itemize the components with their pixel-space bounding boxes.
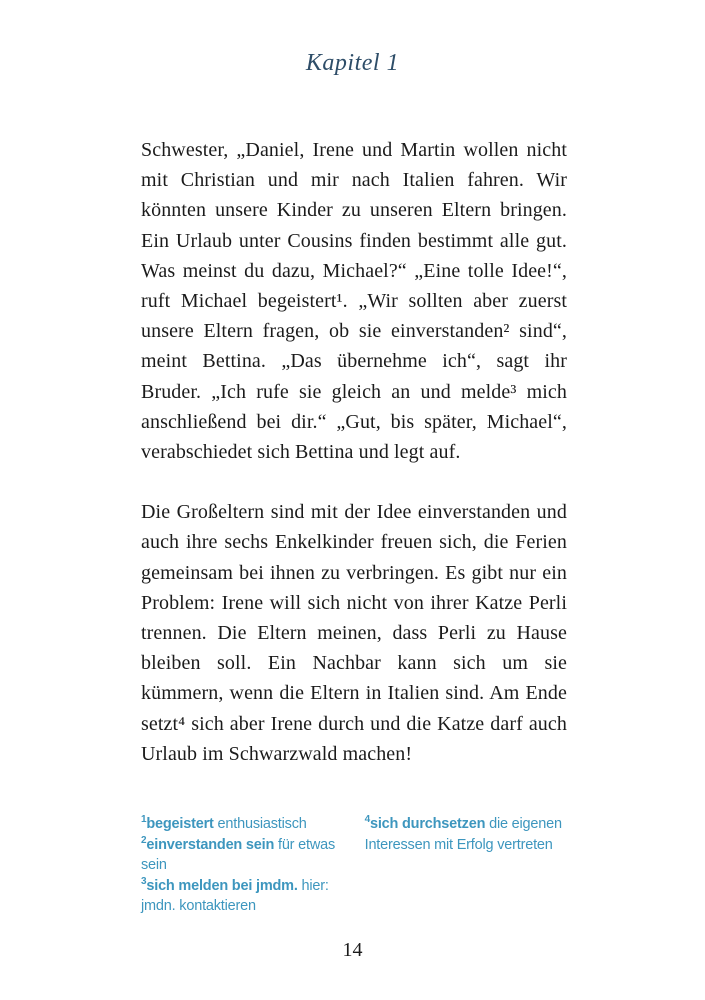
footnote-entry-3 bbox=[141, 876, 365, 917]
footnote-definition: hier: jmdn. kontaktieren bbox=[141, 877, 329, 914]
footnote-definition: für etwas sein bbox=[141, 836, 336, 873]
body-text-block bbox=[141, 135, 567, 799]
footnotes-section bbox=[141, 814, 567, 917]
footnote-number: 3 bbox=[141, 875, 147, 887]
footnote-term: einverstanden sein bbox=[146, 836, 275, 853]
chapter-title: Kapitel 1 bbox=[305, 50, 400, 76]
footnote-term: sich melden bei jmdm. bbox=[146, 877, 298, 894]
body-paragraph-2: Die Großeltern sind mit der Idee einverstanden und auch ihre sechs Enkelkinder freuen sich, die Ferien gemeinsam bei ihnen zu verbringen. Es gibt nur ein Problem: Irene will sich nicht von ihrer Katze Perli trennen. Die Eltern meinen, dass Perli zu Hause bleiben soll. Ein Nachbar kann sich um sie kümmern, wenn die Eltern in Italien sind. Am Ende setzt⁴ sich aber Irene durch und die Katze darf auch Urlaub im Schwarzwald machen! bbox=[141, 501, 567, 765]
footnote-entry-4 bbox=[365, 814, 567, 855]
footnote-term: begeistert bbox=[146, 816, 214, 832]
footnotes-column-right bbox=[365, 814, 567, 917]
footnote-entry-2 bbox=[141, 835, 365, 876]
page-number: 14 bbox=[342, 939, 363, 961]
footnote-definition: die eigenen Interessen mit Erfolg vertreten bbox=[364, 816, 562, 853]
footnote-number: 4 bbox=[364, 814, 370, 826]
footnote-entry-1 bbox=[141, 814, 365, 835]
footnote-term: sich durchsetzen bbox=[369, 816, 486, 832]
body-paragraph-1: Schwester, „Daniel, Irene und Martin wollen nicht mit Christian und mir nach Italien fahren. Wir könnten unsere Kinder zu unseren Eltern bringen. Ein Urlaub unter Cousins finden bestimmt alle gut. Was meinst du dazu, Michael?“ „Eine tolle Idee!“, ruft Michael begeistert¹. „Wir sollten aber zuerst unsere Eltern fragen, ob sie einverstanden² sind“, meint Bettina. „Das übernehme ich“, sagt ihr Bruder. „Ich rufe sie gleich an und melde³ mich anschließend bei dir.“ „Gut, bis später, Michael“, verabschiedet sich Bettina und legt auf. bbox=[141, 139, 567, 464]
footnote-number: 2 bbox=[141, 834, 147, 846]
footnote-definition: enthusiastisch bbox=[217, 816, 307, 832]
footnote-number: 1 bbox=[141, 814, 147, 826]
footnotes-column-left bbox=[141, 814, 365, 917]
